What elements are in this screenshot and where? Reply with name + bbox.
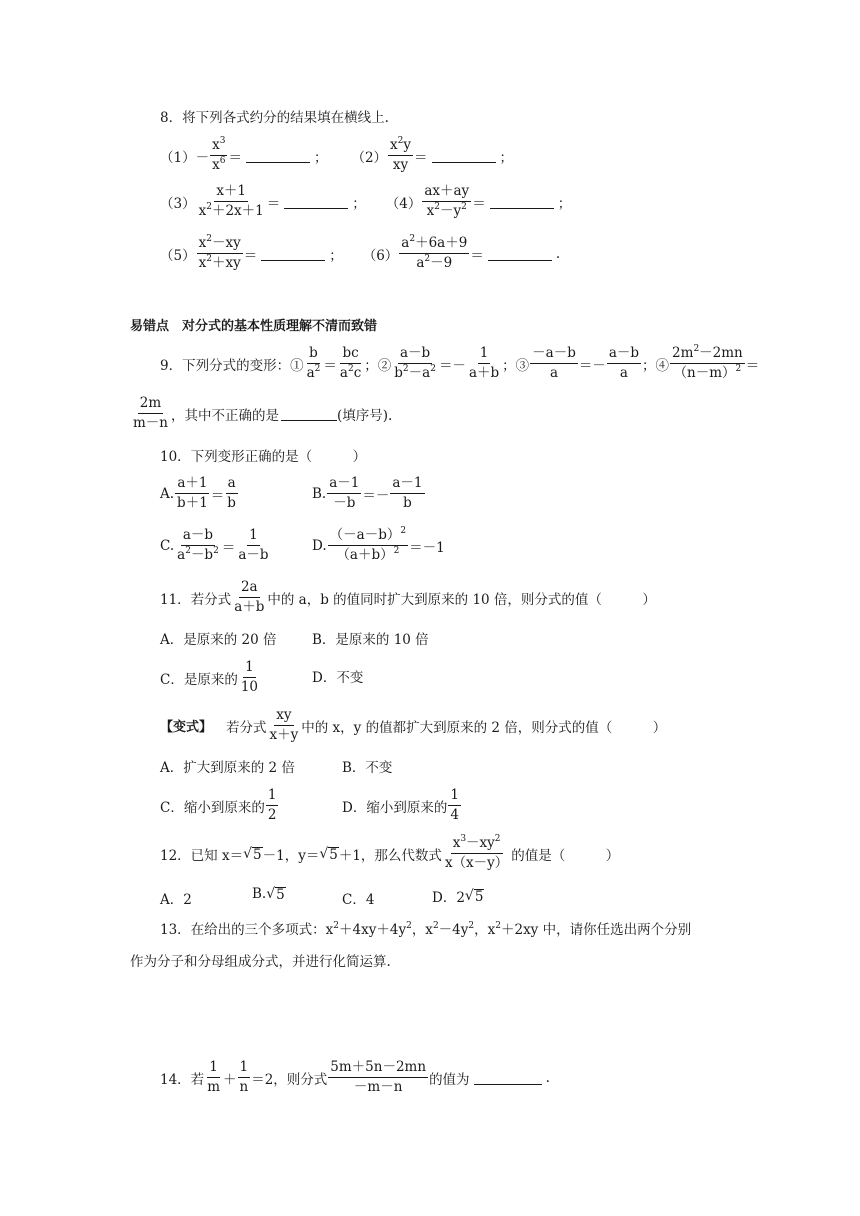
q12-option-c[interactable]: C．4 [342, 892, 375, 908]
q8-p4-label: （4） [385, 195, 422, 212]
q11-option-b[interactable]: B．是原来的 10 倍 [312, 632, 429, 648]
q9-f4-right: $\frac{2m}{m-n}$ [133, 395, 168, 431]
q10-option-c[interactable]: C. $\frac{a-b}{a^2-b^2}$ ＝ $\frac{1}{a-b}$ [160, 527, 269, 563]
q9-answer-blank[interactable] [281, 407, 337, 421]
section-title: 易错点 对分式的基本性质理解不清而致错 [130, 319, 378, 334]
q8-p3-answer-blank[interactable] [284, 195, 348, 209]
q11-stem: 11．若分式 $\frac{2a}{a+b}$ 中的 a，b 的值同时扩大到原来的 10 倍，则分式的值（ ） [160, 579, 656, 615]
q8-p1-minus: － [195, 149, 210, 166]
q8-p3-fraction: $\frac{x+1}{x^2+2x+1}$ [198, 183, 264, 219]
variant-fraction: $\frac{xy}{x+y}$ [269, 707, 299, 743]
q9-f1-right: $\frac{bc}{a^2c}$ [339, 345, 362, 381]
q14-answer-blank[interactable] [474, 1071, 542, 1085]
q8-p2-answer-blank[interactable] [432, 149, 496, 163]
q8-p4-fraction: $\frac{ax+ay}{x^2-y^2}$ [424, 183, 470, 219]
q12-fraction: $\frac{x^3-xy^2}{x(x-y)}$ [444, 834, 509, 871]
variant-option-b[interactable]: B．不变 [342, 760, 393, 776]
variant-option-d[interactable]: D．缩小到原来的 $\frac{1}{4}$ [342, 787, 459, 823]
q14-fraction: $\frac{5m+5n-2mn}{-m-n}$ [330, 1059, 427, 1095]
q11-option-c[interactable]: C．是原来的 $\frac{1}{10}$ [160, 659, 259, 695]
q10-stem: 10．下列变形正确的是（ ） [160, 449, 367, 465]
q8-p6-label: （6） [362, 247, 399, 264]
q11-option-a[interactable]: A．是原来的 20 倍 [160, 632, 277, 648]
q8-p1-fraction: $\frac{x^3}{x^6}$ [212, 136, 226, 173]
q8-stem: 8．将下列各式约分的结果填在横线上. [160, 110, 389, 126]
q9-f2-left: $\frac{a-b}{b^2-a^2}$ [394, 345, 436, 381]
q9-f3-right: $\frac{a-b}{a}$ [608, 345, 640, 381]
q12-option-b[interactable]: B. √ 5 [252, 886, 285, 903]
q8-p4-answer-blank[interactable] [490, 195, 554, 209]
q8-p1-answer-blank[interactable] [246, 149, 310, 163]
q8-p5-fraction: $\frac{x^2-xy}{x^2+xy}$ [198, 234, 241, 271]
q9-f1-left: $\frac{b}{a^2}$ [306, 345, 321, 381]
variant-option-c[interactable]: C．缩小到原来的 $\frac{1}{2}$ [160, 787, 277, 823]
q9-f3-left: $\frac{-a-b}{a}$ [532, 345, 576, 381]
q8-p3-label: （3） [160, 195, 196, 212]
sqrt-five-1: √ 5 [243, 845, 262, 863]
q9-line1: 9．下列分式的变形：① $\frac{b}{a^2}$ ＝ $\frac{bc}{a^2c}$ ；② $\frac{a-b}{b^2-a^2}$ ＝－ $\frac{1}{a+b}$ ；③ $\frac{-a-b}{a}$ ＝－ $\frac{a-b}{a}$ ；④ $\frac{2m^2-2mn}{(n-m)^2}$ ＝ [160, 344, 760, 381]
q10-option-d[interactable]: D. $\frac{(-a-b)^2}{(a+b)^2}$ ＝－1 [312, 526, 445, 563]
variant-stem: 【变式】 若分式 $\frac{xy}{x+y}$ 中的 x，y 的值都扩大到原来的 2 倍，则分式的值（ ） [160, 707, 667, 743]
sqrt-five-2: √ 5 [319, 845, 338, 863]
q8-p6-fraction: $\frac{a^2+6a+9}{a^2-9}$ [401, 234, 468, 271]
q13-line2: 作为分子和分母组成分式，并进行化简运算. [130, 954, 391, 970]
q9-line2: $\frac{2m}{m-n}$ ，其中不正确的是 (填序号). [133, 395, 393, 431]
q11-fraction: $\frac{2a}{a+b}$ [234, 579, 265, 615]
q14-stem: 14．若 $\frac{1}{m}$ ＋ $\frac{1}{n}$ ＝2，则分式 $\frac{5m+5n-2mn}{-m-n}$ 的值为 . [160, 1059, 550, 1095]
q8-p2-fraction: $\frac{x^2y}{xy}$ [390, 136, 412, 173]
variant-option-a[interactable]: A．扩大到原来的 2 倍 [160, 760, 295, 776]
q10-option-a[interactable]: A. $\frac{a+1}{b+1}$ ＝ $\frac{a}{b}$ [160, 475, 236, 511]
q8-p5-label: （5） [160, 247, 196, 264]
q12-option-a[interactable]: A．2 [160, 892, 192, 908]
q12-option-d[interactable]: D．2 √ 5 [432, 888, 484, 906]
variant-tag: 【变式】 [160, 720, 213, 736]
q12-stem: 12．已知 x＝ √ 5 －1，y＝ √ 5 ＋1，那么代数式 $\frac{x^3-xy^2}{x(x-y)}$ 的值是（ ） [160, 834, 620, 871]
q8-row1: （1） － $\frac{x^3}{x^6}$ ＝ ； （2） $\frac{x^2y}{xy}$ ＝ ； [160, 136, 514, 173]
q11-option-d[interactable]: D．不变 [312, 670, 364, 686]
q8-p5-answer-blank[interactable] [261, 247, 325, 261]
q8-p2-label: （2） [351, 149, 388, 166]
q8-p6-answer-blank[interactable] [488, 247, 552, 261]
q8-row3: （5） $\frac{x^2-xy}{x^2+xy}$ ＝ ； （6） $\frac{a^2+6a+9}{a^2-9}$ ＝ . [160, 234, 561, 271]
q13-line1: 13．在给出的三个多项式：x $^2$ ＋4xy＋4y $^2$ ，x $^2$ －4y $^2$ ，x $^2$ ＋2xy 中，请你任选出两个分别 [160, 921, 692, 938]
q8-row2: （3） $\frac{x+1}{x^2+2x+1}$ ＝ ； （4） $\frac{ax+ay}{x^2-y^2}$ ＝ ； [160, 183, 572, 219]
q9-f4-left: $\frac{2m^2-2mn}{(n-m)^2}$ [672, 344, 743, 381]
q10-option-b[interactable]: B. $\frac{a-1}{-b}$ ＝－ $\frac{a-1}{b}$ [312, 475, 423, 511]
q8-p1-label: （1） [160, 149, 196, 166]
q9-f2-right: $\frac{1}{a+b}$ [468, 345, 500, 381]
